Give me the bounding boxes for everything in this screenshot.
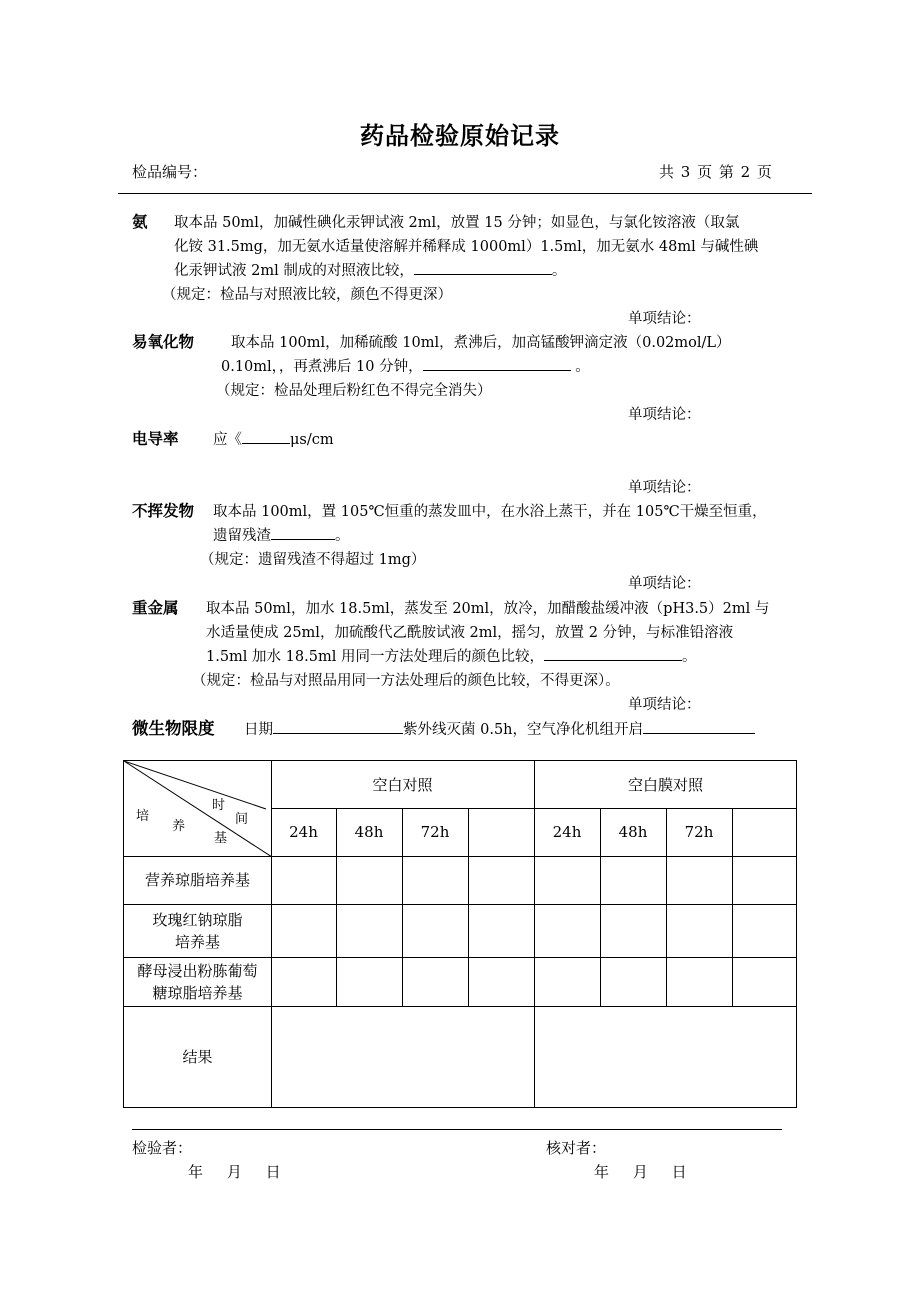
conductivity-value-blank[interactable] <box>242 429 290 444</box>
heavy-metals-result-blank[interactable] <box>544 646 682 661</box>
ammonia-line-3 <box>174 259 566 280</box>
row-label-rose-bengal-agar: 玫瑰红钠琼脂 培养基 <box>152 910 243 951</box>
ammonia-line-2: 化铵 31.5mg，加无氨水适量使溶解并稀释成 1000ml）1.5ml，加无氨水 48ml 与碱性碘 <box>174 239 759 255</box>
ammonia-heading: 氨 <box>132 213 148 231</box>
corner-medium-1: 培 <box>136 809 150 824</box>
group-header-membrane-control: 空白膜对照 <box>627 775 703 794</box>
nonvolatile-heading: 不挥发物 <box>132 502 195 520</box>
ammonia-conclusion: 单项结论： <box>628 311 701 327</box>
row-label-nutrient-agar: 营养琼脂培养基 <box>144 871 250 889</box>
heavy-metals-line-2: 水适量使成 25ml，加硫酸代乙酰胺试液 2ml，摇匀，放置 2 分钟，与标准铅溶液 <box>206 625 734 641</box>
culture-table <box>123 760 797 1108</box>
nonvolatile-line-1: 取本品 100ml，置 105℃恒重的蒸发皿中，在水浴上蒸干，并在 105℃干燥至恒重， <box>213 504 767 520</box>
time-header-48h: 48h <box>354 823 384 841</box>
ammonia-result-blank[interactable] <box>414 260 552 275</box>
microbial-line <box>244 718 755 739</box>
heavy-metals-heading: 重金属 <box>132 599 179 617</box>
header-divider <box>118 193 812 194</box>
heavy-metals-rule: （规定：检品与对照品用同一方法处理后的颜色比较，不得更深）。 <box>192 673 620 689</box>
page-title: 药品检验原始记录 <box>360 122 560 150</box>
corner-medium-3: 基 <box>214 831 228 846</box>
nonvolatile-residue-blank[interactable] <box>271 525 335 540</box>
corner-medium-2: 养 <box>172 819 186 834</box>
heavy-metals-line-3 <box>206 645 696 666</box>
heavy-metals-line-1: 取本品 50ml，加水 18.5ml，蒸发至 20ml，放冷，加醋酸盐缓冲液（pH3.5）2ml 与 <box>206 601 770 617</box>
microbial-purifier-blank[interactable] <box>643 719 755 734</box>
ammonia-rule: （规定：检品与对照液比较，颜色不得更深） <box>162 287 452 303</box>
microbial-uv-label: 紫外线灭菌 0.5h，空气净化机组开启 <box>403 722 644 738</box>
oxidizable-line-end: 。 <box>570 359 590 375</box>
sample-number-label: 检品编号： <box>132 163 208 181</box>
nonvolatile-line-2 <box>213 524 350 545</box>
heavy-metals-conclusion: 单项结论： <box>628 697 701 713</box>
heavy-metals-line-3-text: 1.5ml 加水 18.5ml 用同一方法处理后的颜色比较， <box>206 649 544 665</box>
corner-time-2: 间 <box>235 812 249 827</box>
conductivity-conclusion: 单项结论： <box>628 480 701 496</box>
nonvolatile-line-2-text: 遗留残渣 <box>213 528 271 544</box>
oxidizable-result-blank[interactable] <box>423 356 571 371</box>
oxidizable-line-2 <box>221 355 590 376</box>
group-header-blank-control: 空白对照 <box>372 775 433 794</box>
ammonia-line-1: 取本品 50ml，加碱性碘化汞钾试液 2ml，放置 15 分钟；如显色，与氯化铵溶液（取氯 <box>174 215 740 231</box>
ammonia-line-end: 。 <box>551 263 567 279</box>
time-header-72h: 72h <box>420 823 450 841</box>
result-cell-membrane-control[interactable] <box>535 1007 797 1108</box>
oxidizable-line-2-text: 0.10ml，，再煮沸后 10 分钟， <box>221 359 423 375</box>
conductivity-prefix: 应《 <box>213 432 242 448</box>
vline-col-5 <box>468 808 469 1006</box>
corner-time-1: 时 <box>212 798 226 813</box>
heavy-metals-line-end: 。 <box>681 649 697 665</box>
time-header-48h-membrane: 48h <box>618 823 648 841</box>
inspector-date: 年 月 日 <box>188 1163 281 1181</box>
nonvolatile-line-end: 。 <box>335 528 350 544</box>
oxidizable-rule: （规定：检品处理后粉红色不得完全消失） <box>216 383 492 399</box>
nonvolatile-rule: （规定：遗留残渣不得超过 1mg） <box>200 552 426 568</box>
inspector-label: 检验者： <box>132 1139 193 1157</box>
vline-col-9 <box>732 808 733 1006</box>
checker-date: 年 月 日 <box>594 1163 687 1181</box>
time-header-24h: 24h <box>289 823 318 841</box>
time-header-72h-membrane: 72h <box>684 823 714 841</box>
oxidizable-conclusion: 单项结论： <box>628 407 701 423</box>
oxidizable-heading: 易氧化物 <box>132 333 195 351</box>
conductivity-heading: 电导率 <box>132 430 179 448</box>
ammonia-line-3-text: 化汞钾试液 2ml 制成的对照液比较， <box>174 263 414 279</box>
microbial-date-label: 日期 <box>244 722 273 738</box>
footer-divider <box>132 1129 782 1130</box>
microbial-heading: 微生物限度 <box>132 719 215 738</box>
conductivity-line <box>213 428 334 449</box>
row-label-yeast-peptone-dextrose-agar: 酵母浸出粉胨葡萄 糖琼脂培养基 <box>137 961 258 1002</box>
microbial-date-blank[interactable] <box>273 719 403 734</box>
time-header-24h-membrane: 24h <box>552 823 582 841</box>
oxidizable-line-1: 取本品 100ml，加稀硫酸 10ml，煮沸后，加高锰酸钾滴定液（0.02mol/L） <box>231 335 731 351</box>
conductivity-unit: μs/cm <box>290 432 334 448</box>
page-count: 共 3 页 第 2 页 <box>659 163 772 181</box>
checker-label: 核对者： <box>546 1139 607 1157</box>
result-cell-blank-control[interactable] <box>272 1007 534 1108</box>
nonvolatile-conclusion: 单项结论： <box>628 576 701 592</box>
row-label-result: 结果 <box>182 1048 213 1066</box>
